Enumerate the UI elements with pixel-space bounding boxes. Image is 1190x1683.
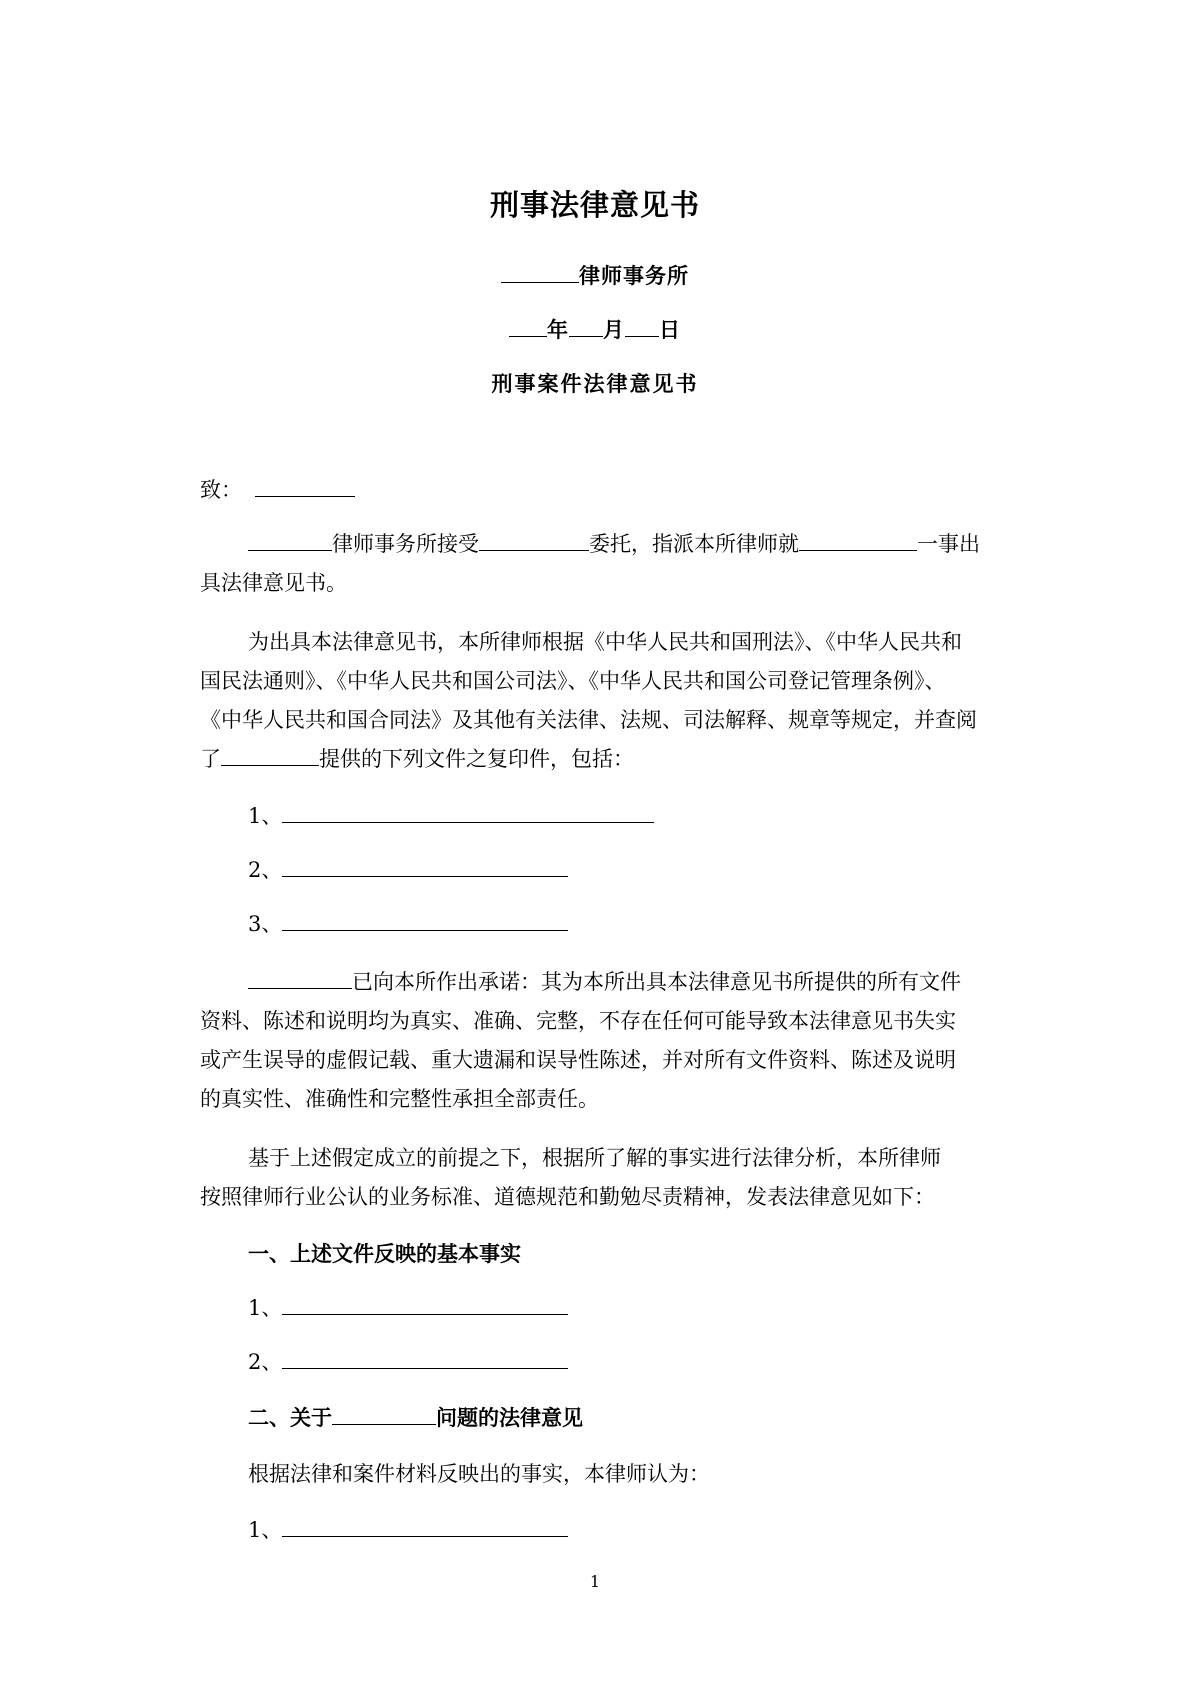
fact-item-1 xyxy=(248,1290,1098,1326)
para2-line3: 《中华人民共和国合同法》及其他有关法律、法规、司法解释、规章等规定，并查阅 xyxy=(200,708,977,732)
doc-item-3 xyxy=(248,906,1098,942)
para2-line2: 国民法通则》、《中华人民共和国公司法》、《中华人民共和国公司登记管理条例》、 xyxy=(200,669,946,693)
para1-line1 xyxy=(248,526,1050,562)
para3-line2: 资料、陈述和说明均为真实、准确、完整，不存在任何可能导致本法律意见书失实 xyxy=(200,1009,956,1033)
fact-item-2 xyxy=(248,1344,1098,1380)
document-subtitle: 刑事案件法律意见书 xyxy=(491,371,699,396)
document-title: 刑事法律意见书 xyxy=(489,188,700,222)
doc-item-1 xyxy=(248,798,1098,834)
addressee-line xyxy=(200,472,1050,508)
page-number: 1 xyxy=(589,1572,601,1591)
client-blank xyxy=(479,528,589,551)
para3-line3: 或产生误导的虚假记载、重大遗漏和误导性陈述，并对所有文件资料、陈述及说明 xyxy=(200,1048,956,1072)
para1-line2: 具法律意见书。 xyxy=(200,571,347,595)
month-blank xyxy=(569,314,603,337)
addressee-label: 致： xyxy=(200,478,242,502)
year-blank xyxy=(509,314,547,337)
para1-text-a: 律师事务所接受 xyxy=(332,532,479,556)
para3-line1-text: 已向本所作出承诺：其为本所出具本法律意见书所提供的所有文件 xyxy=(352,970,961,994)
doc-item-blank xyxy=(282,908,568,931)
doc-item-blank xyxy=(282,854,568,877)
firm-blank xyxy=(248,528,332,551)
opinion-item-blank xyxy=(282,1514,568,1537)
section2-heading-prefix: 二、关于 xyxy=(248,1405,332,1430)
para1-text-b: 委托，指派本所律师就 xyxy=(589,532,799,556)
para2-line4-prefix: 了 xyxy=(200,747,221,771)
law-firm-line xyxy=(0,260,1190,290)
para2-line4 xyxy=(200,741,1050,777)
para4-line1: 基于上述假定成立的前提之下，根据所了解的事实进行法律分析，本所律师 xyxy=(248,1146,941,1170)
day-blank xyxy=(625,314,659,337)
firm-name-blank xyxy=(501,260,579,283)
para4-line2: 按照律师行业公认的业务标准、道德规范和勤勉尽责精神，发表法律意见如下： xyxy=(200,1185,935,1209)
fact-item-number: 2、 xyxy=(248,1350,283,1374)
law-firm-label: 律师事务所 xyxy=(579,263,689,288)
month-label: 月 xyxy=(603,317,625,342)
section1-heading: 一、上述文件反映的基本事实 xyxy=(248,1241,521,1266)
year-label: 年 xyxy=(547,317,569,342)
opinion-item-number: 1、 xyxy=(248,1518,283,1542)
para3-line1 xyxy=(248,964,1050,1000)
doc-item-number: 2、 xyxy=(248,858,283,882)
date-line xyxy=(0,314,1190,344)
addressee-blank xyxy=(255,474,355,497)
para1-text-c: 一事出 xyxy=(917,532,980,556)
section2-intro: 根据法律和案件材料反映出的事实，本律师认为： xyxy=(248,1462,710,1486)
provider-blank xyxy=(221,743,319,766)
para2-line1: 为出具本法律意见书，本所律师根据《中华人民共和国刑法》、《中华人民共和 xyxy=(248,630,962,654)
issue-blank xyxy=(332,1402,436,1425)
matter-blank xyxy=(799,528,917,551)
fact-item-number: 1、 xyxy=(248,1296,283,1320)
section2-heading-suffix: 问题的法律意见 xyxy=(436,1405,583,1430)
doc-item-2 xyxy=(248,852,1098,888)
promisor-blank xyxy=(248,966,352,989)
doc-item-blank xyxy=(282,800,654,823)
para2-line4-suffix: 提供的下列文件之复印件，包括： xyxy=(319,747,634,771)
doc-item-number: 3、 xyxy=(248,912,283,936)
day-label: 日 xyxy=(659,317,681,342)
para3-line4: 的真实性、准确性和完整性承担全部责任。 xyxy=(200,1087,599,1111)
fact-item-blank xyxy=(282,1346,568,1369)
opinion-item-1 xyxy=(248,1512,1098,1548)
section2-heading xyxy=(248,1400,1098,1436)
doc-item-number: 1、 xyxy=(248,804,283,828)
fact-item-blank xyxy=(282,1292,568,1315)
